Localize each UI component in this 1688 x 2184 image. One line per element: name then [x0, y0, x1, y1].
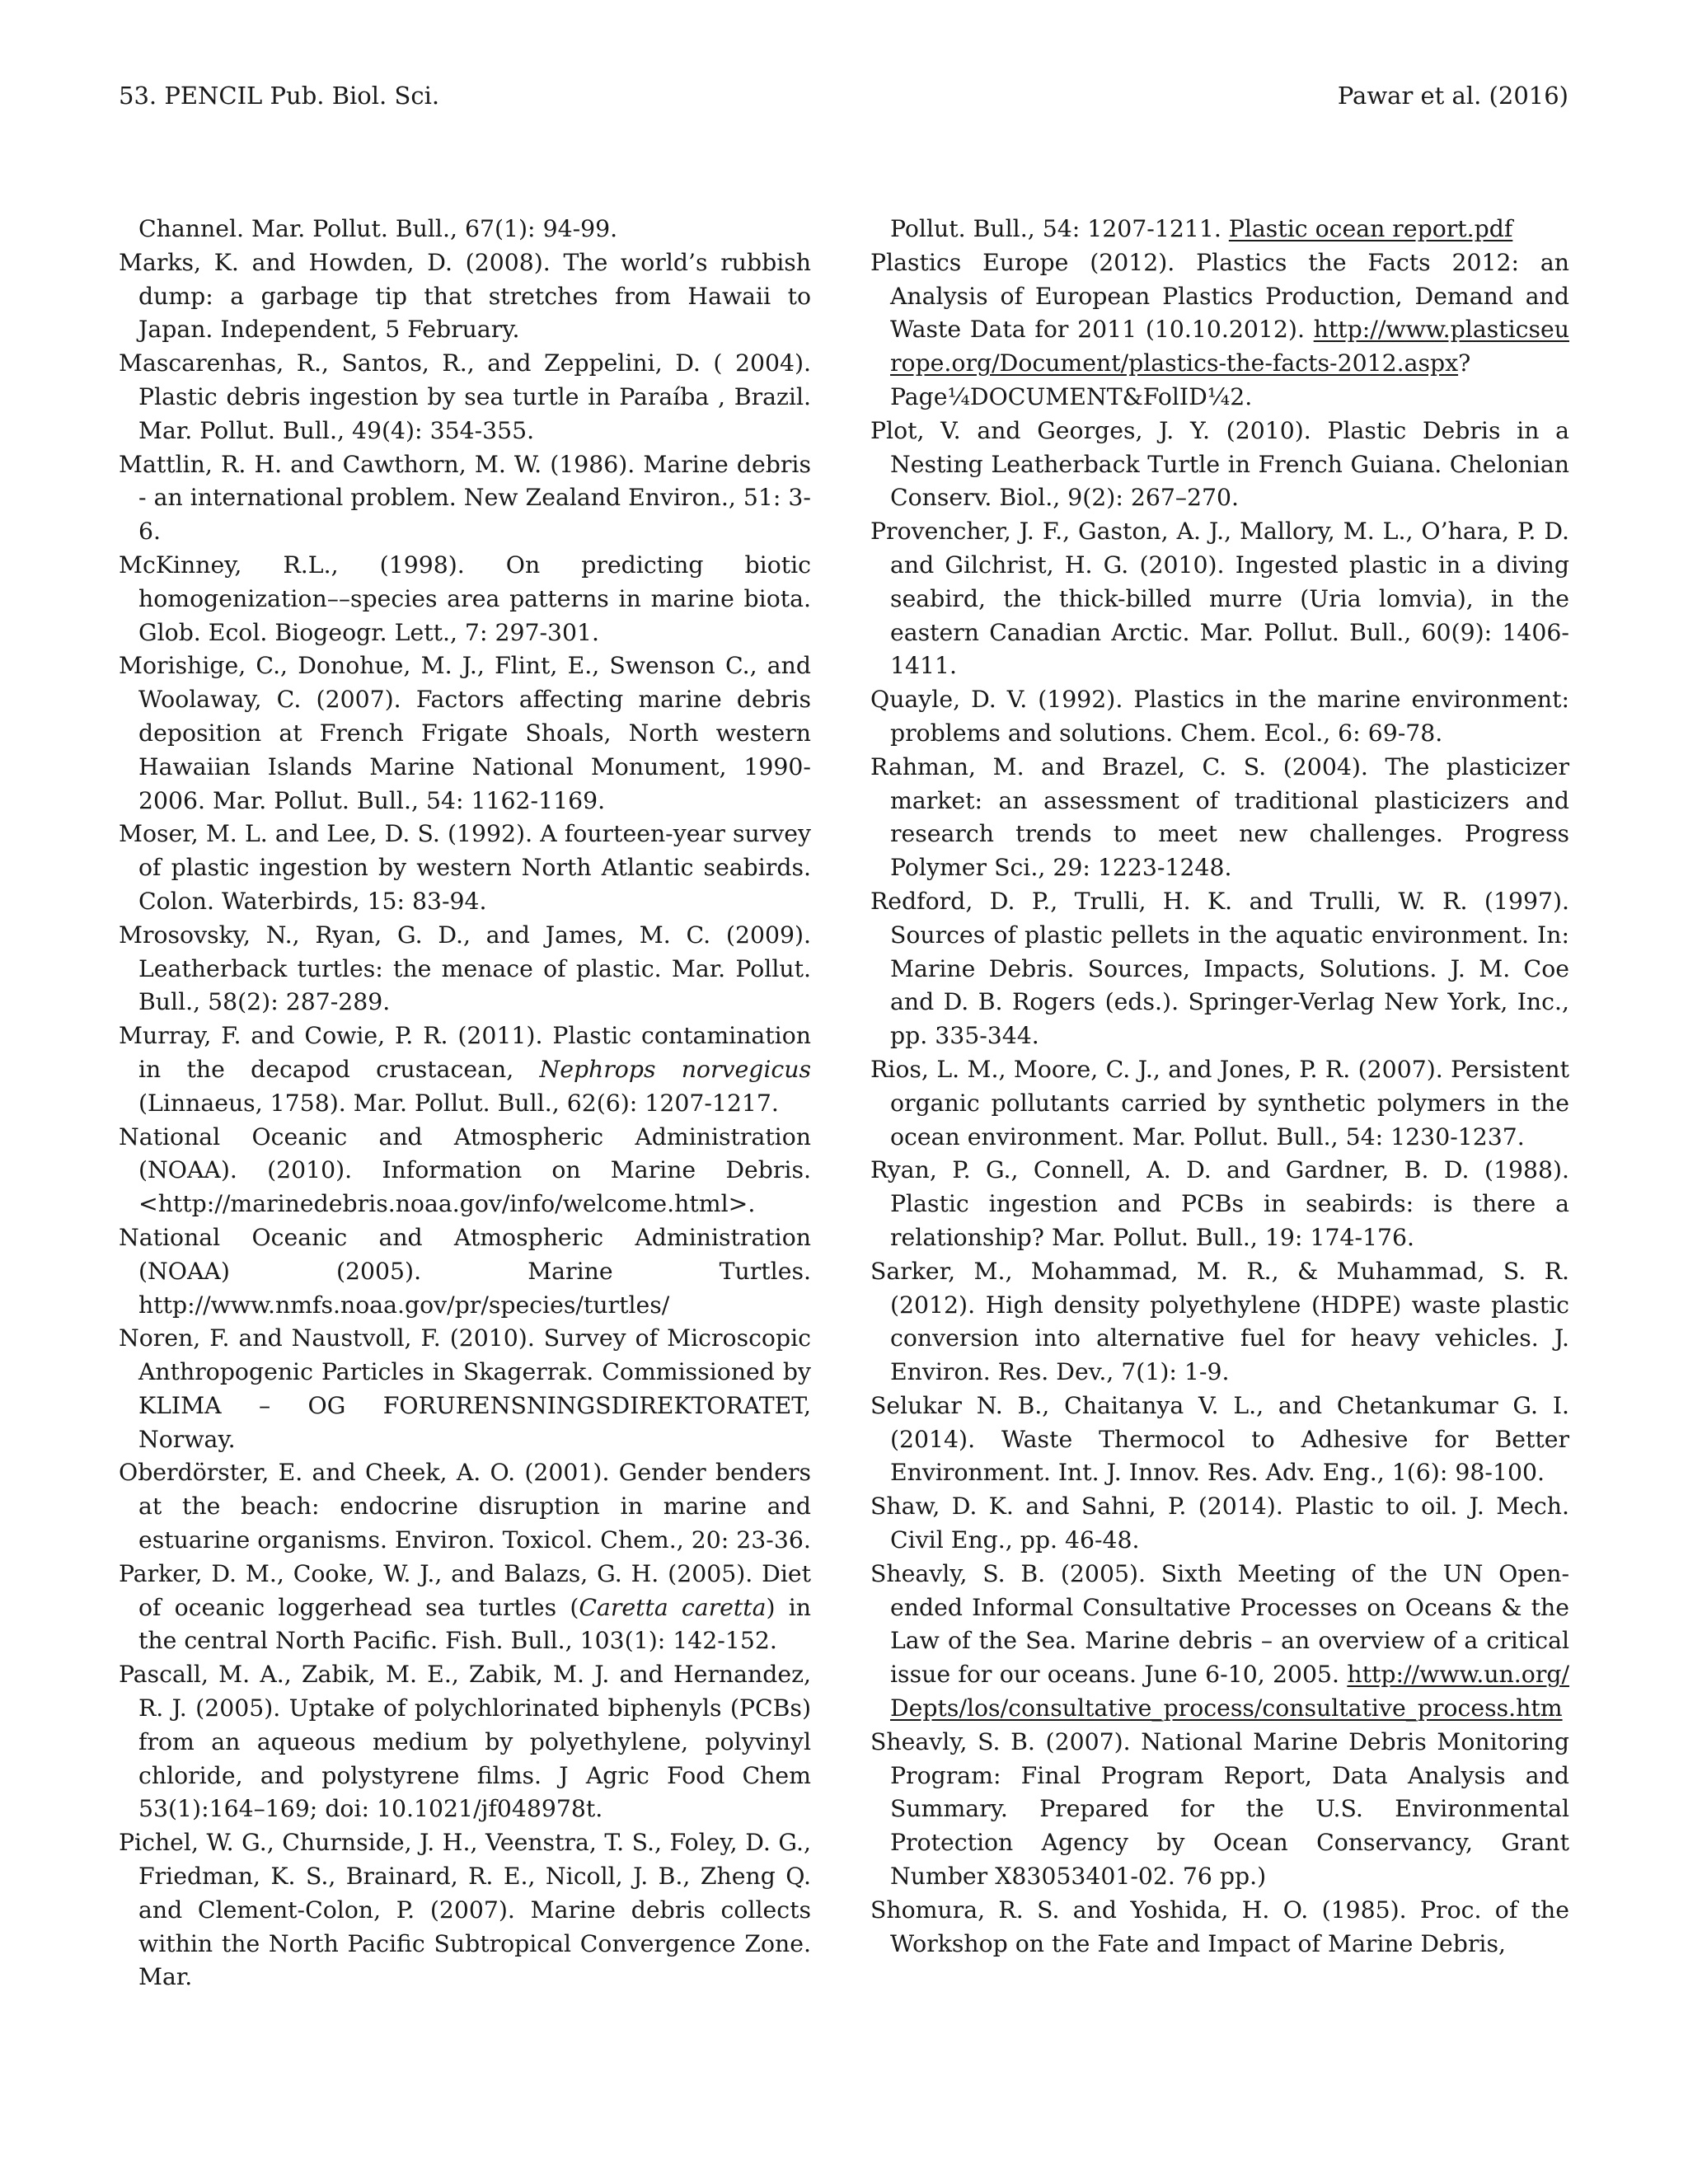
- reference-text: Plastics Europe (2012). Plastics the Facts 2012: an Analysis of European Plastics Production, Demand and Waste Data for 2011 (10.10.2012).: [870, 248, 1569, 344]
- reference-entry: [119, 1558, 811, 1658]
- references-right-column: [870, 213, 1569, 1961]
- reference-entry: Shaw, D. K. and Sahni, P. (2014). Plastic to oil. J. Mech. Civil Eng., pp. 46-48.: [870, 1493, 1569, 1554]
- reference-entry: National Oceanic and Atmospheric Administration (NOAA). (2010). Information on Marine Debris. <http://marinedebris.noaa.gov/info/welcome.html>.: [119, 1122, 811, 1218]
- reference-entry: Channel. Mar. Pollut. Bull., 67(1): 94-99.: [138, 215, 618, 242]
- reference-entry: Noren, F. and Naustvoll, F. (2010). Survey of Microscopic Anthropogenic Particles in Skagerrak. Commissioned by KLIMA – OG FORURENSNINGSDIREKTORATET, Norway.: [119, 1324, 811, 1453]
- reference-entry: [870, 213, 1569, 246]
- references-left-column: [119, 213, 811, 1994]
- reference-entry: Mrosovsky, N., Ryan, G. D., and James, M. C. (2009). Leatherback turtles: the menace of plastic. Mar. Pollut. Bull., 58(2): 287-289.: [119, 921, 811, 1016]
- species-name: Caretta caretta: [579, 1593, 767, 1621]
- reference-entry: Shomura, R. S. and Yoshida, H. O. (1985). Proc. of the Workshop on the Fate and Impact of Marine Debris,: [870, 1896, 1569, 1957]
- reference-entry: Marks, K. and Howden, D. (2008). The world’s rubbish dump: a garbage tip that stretches from Hawaii to Japan. Independent, 5 February.: [119, 248, 811, 344]
- reference-entry: Sarker, M., Mohammad, M. R., & Muhammad, S. R. (2012). High density polyethylene (HDPE) waste plastic conversion into alternative fuel for heavy vehicles. J. Environ. Res. Dev., 7(1): 1-9.: [870, 1257, 1569, 1386]
- reference-entry: [870, 246, 1569, 415]
- reference-entry: National Oceanic and Atmospheric Administration (NOAA) (2005). Marine Turtles. http://www.nmfs.noaa.gov/pr/species/turtles/: [119, 1223, 811, 1319]
- report-link[interactable]: Plastic ocean report.pdf: [1228, 215, 1513, 242]
- running-head-journal: 53. PENCIL Pub. Biol. Sci.: [119, 82, 440, 110]
- reference-entry: Oberdörster, E. and Cheek, A. O. (2001). Gender benders at the beach: endocrine disruption in marine and estuarine organisms. Environ. Toxicol. Chem., 20: 23-36.: [119, 1459, 811, 1554]
- reference-entry: Quayle, D. V. (1992). Plastics in the marine environment: problems and solutions. Chem. Ecol., 6: 69-78.: [870, 686, 1569, 747]
- reference-entry: Mascarenhas, R., Santos, R., and Zeppelini, D. ( 2004). Plastic debris ingestion by sea turtle in Paraíba , Brazil. Mar. Pollut. Bull., 49(4): 354-355.: [119, 349, 811, 444]
- reference-entry: Rios, L. M., Moore, C. J., and Jones, P. R. (2007). Persistent organic pollutants carried by synthetic polymers in the ocean environment. Mar. Pollut. Bull., 54: 1230-1237.: [870, 1055, 1569, 1151]
- reference-entry: Mattlin, R. H. and Cawthorn, M. W. (1986). Marine debris - an international problem. New Zealand Environ., 51: 3-6.: [119, 450, 811, 546]
- reference-entry: Selukar N. B., Chaitanya V. L., and Chetankumar G. I. (2014). Waste Thermocol to Adhesive for Better Environment. Int. J. Innov. Res. Adv. Eng., 1(6): 98-100.: [870, 1391, 1569, 1487]
- reference-entry: Rahman, M. and Brazel, C. S. (2004). The plasticizer market: an assessment of traditional plasticizers and research trends to meet new challenges. Progress Polymer Sci., 29: 1223-1248.: [870, 752, 1569, 882]
- reference-entry: Ryan, P. G., Connell, A. D. and Gardner, B. D. (1988). Plastic ingestion and PCBs in seabirds: is there a relationship? Mar. Pollut. Bull., 19: 174-176.: [870, 1156, 1569, 1251]
- reference-entry: Pascall, M. A., Zabik, M. E., Zabik, M. J. and Hernandez, R. J. (2005). Uptake of polychlorinated biphenyls (PCBs) from an aqueous medium by polyethylene, polyvinyl chloride, and polystyrene films. J Agric Food Chem 53(1):164–169; doi: 10.1021/jf048978t.: [119, 1661, 811, 1823]
- reference-text: ? Page¼DOCUMENT&FolID¼2.: [890, 349, 1471, 410]
- species-name: Nephrops norvegicus: [539, 1055, 811, 1083]
- reference-text: (Linnaeus, 1758). Mar. Pollut. Bull., 62(6): 1207-1217.: [138, 1089, 779, 1117]
- reference-entry: Plot, V. and Georges, J. Y. (2010). Plastic Debris in a Nesting Leatherback Turtle in French Guiana. Chelonian Conserv. Biol., 9(2): 267–270.: [870, 416, 1569, 512]
- reference-text: Parker, D. M., Cooke, W. J., and Balazs, G. H. (2005). Diet of oceanic loggerhead sea turtles (: [119, 1559, 811, 1621]
- reference-entry: Pichel, W. G., Churnside, J. H., Veenstra, T. S., Foley, D. G., Friedman, K. S., Brainard, R. E., Nicoll, J. B., Zheng Q. and Clement-Colon, P. (2007). Marine debris collects within the North Pacific Subtropical Convergence Zone. Mar.: [119, 1829, 811, 1991]
- running-head-authors: Pawar et al. (2016): [1337, 82, 1568, 110]
- reference-entry: [119, 1019, 811, 1120]
- reference-text: Murray, F. and Cowie, P. R. (2011). Plastic contamination in the decapod crustacean,: [119, 1022, 811, 1083]
- reference-entry: Moser, M. L. and Lee, D. S. (1992). A fourteen-year survey of plastic ingestion by western North Atlantic seabirds. Colon. Waterbirds, 15: 83-94.: [119, 820, 811, 915]
- reference-entry: Sheavly, S. B. (2007). National Marine Debris Monitoring Program: Final Program Report, Data Analysis and Summary. Prepared for the U.S. Environmental Protection Agency by Ocean Conservancy, Grant Number X83053401-02. 76 pp.): [870, 1727, 1569, 1891]
- reference-text: ) in the central North Pacific. Fish. Bull., 103(1): 142-152.: [138, 1593, 811, 1655]
- reference-entry: Morishige, C., Donohue, M. J., Flint, E., Swenson C., and Woolaway, C. (2007). Factors affecting marine debris deposition at French Frigate Shoals, North western Hawaiian Islands Marine National Monument, 1990-2006. Mar. Pollut. Bull., 54: 1162-1169.: [119, 652, 811, 814]
- reference-entry: Redford, D. P., Trulli, H. K. and Trulli, W. R. (1997). Sources of plastic pellets in the aquatic environment. In: Marine Debris. Sources, Impacts, Solutions. J. M. Coe and D. B. Rogers (eds.). Springer-Verlag New York, Inc., pp. 335-344.: [870, 887, 1569, 1050]
- reference-text: Pollut. Bull., 54: 1207-1211.: [890, 215, 1229, 242]
- plasticseurope-link[interactable]: http://www.plasticseurope.org/Document/plastics-the-facts-2012.aspx: [890, 316, 1569, 377]
- reference-entry: Provencher, J. F., Gaston, A. J., Mallory, M. L., O’hara, P. D. and Gilchrist, H. G. (2010). Ingested plastic in a diving seabird, the thick-billed murre (Uria lomvia), in the eastern Canadian Arctic. Mar. Pollut. Bull., 60(9): 1406-1411.: [870, 518, 1569, 680]
- reference-entry: McKinney, R.L., (1998). On predicting biotic homogenization––species area patterns in marine biota. Glob. Ecol. Biogeogr. Lett., 7: 297-301.: [119, 551, 811, 646]
- reference-entry: [870, 1558, 1569, 1726]
- reference-text: Sheavly, S. B. (2005). Sixth Meeting of the UN Open-ended Informal Consultative Processes on Oceans & the Law of the Sea. Marine debris – an overview of a critical issue for our oceans. June 6-10, 2005.: [870, 1559, 1569, 1689]
- un-consultative-process-link[interactable]: http://www.un.org/Depts/los/consultative_process/consultative_process.htm: [890, 1661, 1569, 1722]
